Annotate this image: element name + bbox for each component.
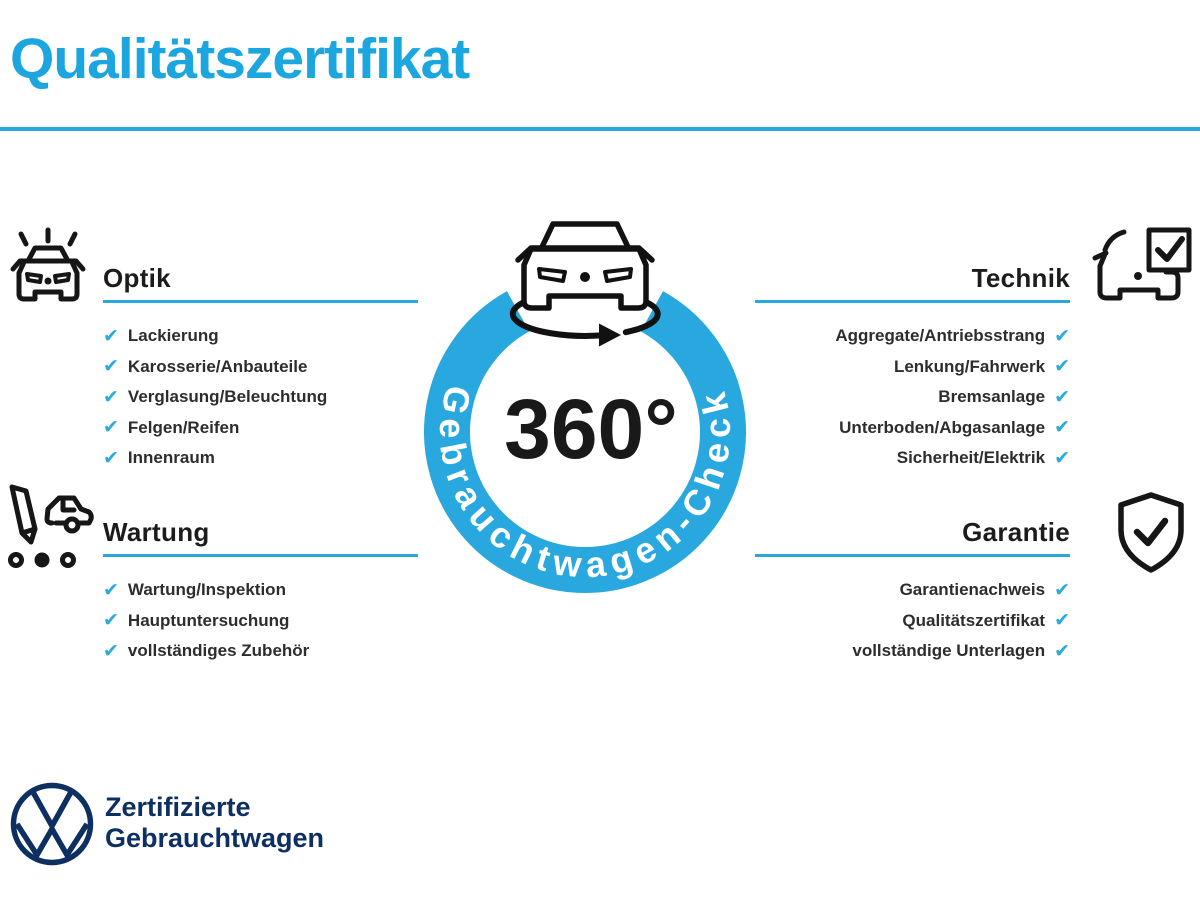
checklist-item-label: Lackierung [127, 326, 219, 346]
car-checkbox-icon [1092, 226, 1196, 314]
car-shine-icon [2, 221, 94, 313]
section-divider [755, 300, 1070, 303]
check-icon: ✔ [103, 446, 119, 469]
check-icon: ✔ [103, 639, 119, 662]
car-360-rotation-icon [513, 224, 658, 347]
360-check-badge [405, 215, 775, 615]
checklist-item [103, 606, 418, 637]
checklist-item-label: Wartung/Inspektion [127, 580, 286, 600]
check-icon: ✔ [1054, 416, 1070, 439]
shield-check-icon [1105, 490, 1197, 578]
checklist-wartung [103, 575, 418, 667]
section-optik [103, 265, 418, 474]
check-icon: ✔ [103, 385, 119, 408]
section-garantie [755, 519, 1070, 667]
checklist-item-label: vollständige Unterlagen [852, 641, 1046, 661]
checklist-item-label: vollständiges Zubehör [127, 641, 310, 661]
check-icon: ✔ [1054, 609, 1070, 632]
checklist-item [103, 352, 418, 383]
section-optik-heading: Optik [103, 263, 171, 293]
checklist-item [103, 575, 418, 606]
checklist-item [755, 443, 1070, 474]
title-divider [0, 127, 1200, 131]
section-divider [103, 554, 418, 557]
checklist-item-label: Verglasung/Beleuchtung [127, 387, 328, 407]
check-icon: ✔ [1054, 578, 1070, 601]
checklist-item-label: Hauptuntersuchung [127, 610, 290, 630]
check-icon: ✔ [103, 324, 119, 347]
checklist-item [755, 321, 1070, 352]
checklist-item-label: Aggregate/Antriebsstrang [835, 326, 1046, 346]
checklist-item [755, 636, 1070, 667]
checklist-item-label: Unterboden/Abgasanlage [839, 417, 1046, 437]
vw-logo [10, 782, 94, 866]
checklist-item-label: Qualitätszertifikat [902, 610, 1046, 630]
checklist-item [103, 443, 418, 474]
check-icon: ✔ [103, 609, 119, 632]
checklist-garantie [755, 575, 1070, 667]
section-divider [755, 554, 1070, 557]
check-icon: ✔ [1054, 385, 1070, 408]
checklist-item-label: Bremsanlage [938, 387, 1046, 407]
checklist-item [755, 575, 1070, 606]
section-technik [755, 265, 1070, 474]
section-wartung-heading: Wartung [103, 517, 210, 547]
checklist-item-label: Lenkung/Fahrwerk [893, 356, 1046, 376]
check-icon: ✔ [1054, 355, 1070, 378]
logo-text-line2: Gebrauchtwagen [105, 823, 325, 853]
checklist-item [755, 382, 1070, 413]
check-icon: ✔ [103, 355, 119, 378]
car-service-note-icon [2, 481, 94, 573]
badge-center-label: 360° [504, 382, 678, 476]
checklist-item [755, 352, 1070, 383]
checklist-item [103, 382, 418, 413]
checklist-item-label: Felgen/Reifen [127, 417, 240, 437]
checklist-item [755, 606, 1070, 637]
section-garantie-heading: Garantie [962, 517, 1070, 547]
checklist-item [103, 413, 418, 444]
certified-used-cars-label [105, 792, 324, 854]
page-title: Qualitätszertifikat [10, 27, 470, 91]
checklist-item-label: Sicherheit/Elektrik [896, 448, 1046, 468]
section-technik-heading: Technik [971, 263, 1070, 293]
check-icon: ✔ [1054, 639, 1070, 662]
checklist-item [103, 321, 418, 352]
check-icon: ✔ [103, 578, 119, 601]
logo-text-line1: Zertifizierte [105, 792, 251, 822]
checklist-item-label: Innenraum [127, 448, 215, 468]
checklist-technik [755, 321, 1070, 474]
check-icon: ✔ [1054, 324, 1070, 347]
checklist-item [755, 413, 1070, 444]
checklist-item [103, 636, 418, 667]
section-divider [103, 300, 418, 303]
checklist-item-label: Garantienachweis [899, 580, 1046, 600]
checklist-item-label: Karosserie/Anbauteile [127, 356, 308, 376]
check-icon: ✔ [1054, 446, 1070, 469]
check-icon: ✔ [103, 416, 119, 439]
badge-ring-label: Gebrauchtwagen-Check [431, 382, 739, 586]
checklist-optik [103, 321, 418, 474]
section-wartung [103, 519, 418, 667]
